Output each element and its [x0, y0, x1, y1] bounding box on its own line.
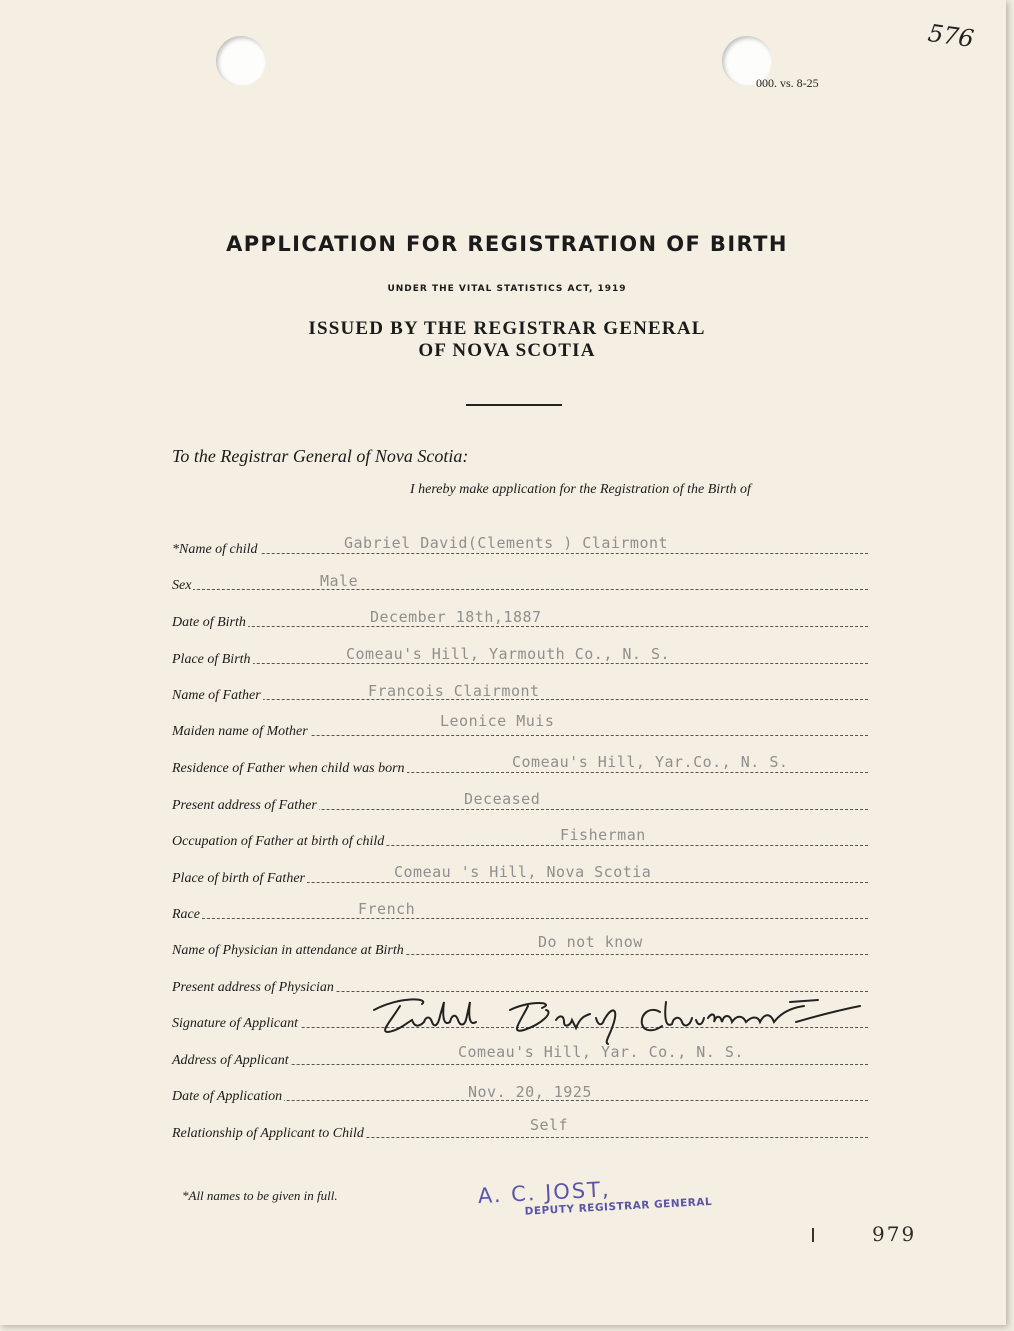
field-label: Place of birth of Father	[172, 871, 305, 886]
document-title: APPLICATION FOR REGISTRATION OF BIRTH	[226, 232, 788, 256]
field-value: Gabriel David(Clements ) Clairmont	[344, 534, 669, 552]
field-value: Leonice Muis	[440, 712, 555, 730]
field-label: Place of Birth	[172, 652, 251, 667]
field-value: Comeau's Hill, Yar. Co., N. S.	[458, 1043, 744, 1061]
stamp-name: A. C. JOST,	[477, 1177, 612, 1209]
field-present-address-of-father	[172, 790, 868, 814]
field-label: Date of Birth	[172, 615, 246, 630]
field-race	[172, 899, 868, 923]
field-name-of-father	[172, 680, 868, 704]
salutation: To the Registrar General of Nova Scotia:	[172, 446, 469, 466]
field-relationship-of-applicant	[172, 1118, 868, 1142]
field-underline	[172, 553, 868, 554]
field-name-of-child	[172, 534, 868, 558]
issued-by-line2: OF NOVA SCOTIA	[418, 340, 596, 361]
preamble: I hereby make application for the Registration of the Birth of	[410, 482, 751, 497]
field-address-of-applicant	[172, 1045, 868, 1069]
field-value: Deceased	[464, 790, 541, 808]
field-underline	[172, 626, 868, 627]
field-value: Francois Clairmont	[368, 682, 540, 700]
field-date-of-application	[172, 1081, 868, 1105]
field-value: Self	[530, 1116, 569, 1134]
field-date-of-birth	[172, 607, 868, 631]
page-number: 576	[926, 18, 976, 54]
field-value: Male	[320, 572, 359, 590]
issued-by-line1: ISSUED BY THE REGISTRAR GENERAL	[308, 318, 706, 339]
field-value: Nov. 20, 1925	[468, 1083, 592, 1101]
field-value: Comeau 's Hill, Nova Scotia	[394, 863, 652, 881]
field-label: Name of Father	[172, 688, 261, 703]
stamp-title: DEPUTY REGISTRAR GENERAL	[524, 1195, 713, 1218]
field-label: Residence of Father when child was born	[172, 761, 405, 776]
field-value: December 18th,1887	[370, 608, 542, 626]
field-label: Present address of Father	[172, 798, 317, 813]
issued-by	[0, 318, 1014, 362]
field-value: Comeau's Hill, Yar.Co., N. S.	[512, 753, 789, 771]
field-label: Date of Application	[172, 1089, 283, 1104]
document-subtitle: UNDER THE VITAL STATISTICS ACT, 1919	[387, 284, 627, 294]
field-label: Sex	[172, 578, 192, 593]
serial-number: 979	[872, 1222, 917, 1246]
field-place-of-birth	[172, 644, 868, 668]
field-label: *Name of child	[172, 542, 258, 557]
footnote: *All names to be given in full.	[182, 1188, 338, 1203]
field-value: Fisherman	[560, 826, 646, 844]
field-label: Name of Physician in attendance at Birth	[172, 943, 404, 958]
field-value: French	[358, 900, 416, 918]
form-number: 000. vs. 8-25	[756, 76, 819, 90]
field-sex	[172, 570, 868, 594]
field-value: Comeau's Hill, Yarmouth Co., N. S.	[346, 645, 671, 663]
field-underline	[172, 589, 868, 590]
applicant-signature	[360, 992, 880, 1048]
field-place-of-birth-of-father	[172, 863, 868, 887]
punch-hole-left	[216, 36, 266, 86]
field-occupation-of-father	[172, 826, 868, 850]
field-value: Do not know	[538, 933, 643, 951]
field-maiden-name-of-mother	[172, 712, 868, 740]
field-label: Maiden name of Mother	[172, 724, 308, 739]
field-name-of-physician	[172, 935, 868, 959]
title-divider	[466, 404, 562, 406]
field-label: Race	[172, 907, 200, 922]
field-label: Address of Applicant	[172, 1053, 289, 1068]
field-underline	[172, 918, 868, 919]
tick-mark	[812, 1228, 814, 1242]
field-label: Present address of Physician	[172, 980, 334, 995]
field-underline	[172, 663, 868, 664]
field-label: Signature of Applicant	[172, 1016, 298, 1031]
field-label: Occupation of Father at birth of child	[172, 834, 385, 849]
field-residence-of-father	[172, 753, 868, 777]
registrar-stamp	[477, 1172, 712, 1220]
field-label: Relationship of Applicant to Child	[172, 1126, 364, 1141]
